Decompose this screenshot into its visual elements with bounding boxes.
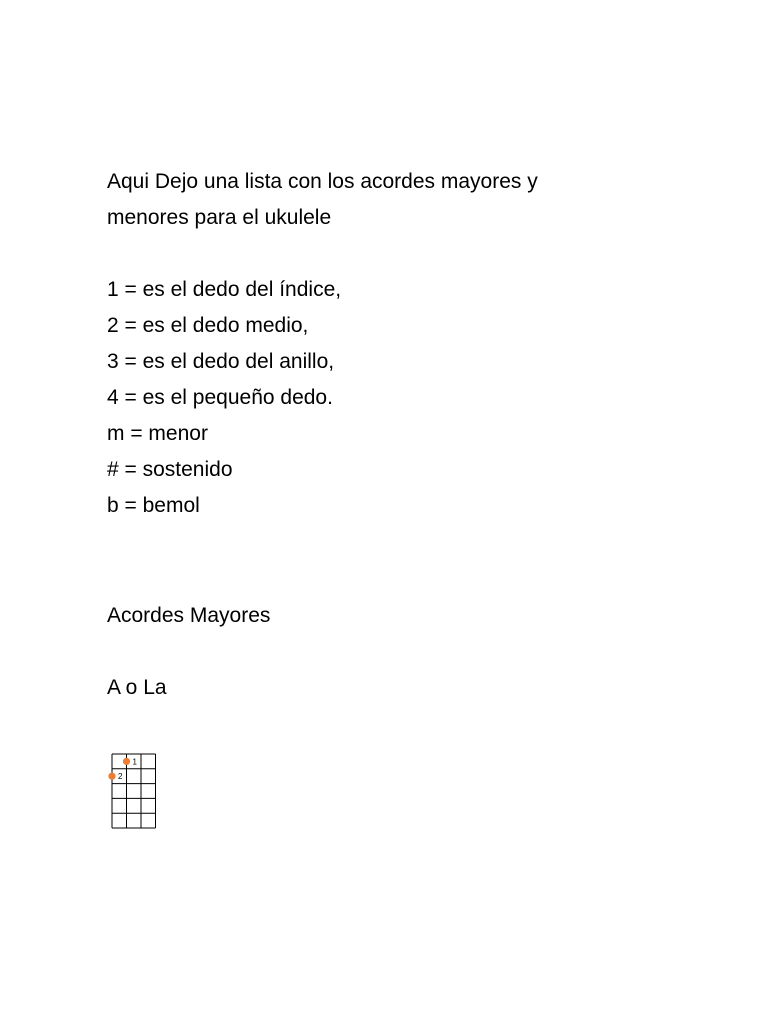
intro-paragraph bbox=[107, 164, 538, 236]
intro-line: menores para el ukulele bbox=[107, 206, 332, 229]
chord-name-text: A o La bbox=[107, 676, 167, 699]
legend-line: 1 = es el dedo del índice, bbox=[107, 278, 342, 301]
finger-number-label: 2 bbox=[118, 772, 123, 782]
chord-diagram-a bbox=[106, 752, 160, 832]
intro-line: Aqui Dejo una lista con los acordes mayores y bbox=[107, 170, 538, 193]
legend-line: # = sostenido bbox=[107, 458, 233, 481]
finger-dot bbox=[108, 773, 115, 780]
legend-line: 4 = es el pequeño dedo. bbox=[107, 386, 333, 409]
section-heading-text: Acordes Mayores bbox=[107, 604, 271, 627]
finger-legend bbox=[107, 272, 341, 524]
legend-line: 3 = es el dedo del anillo, bbox=[107, 350, 335, 373]
legend-line: m = menor bbox=[107, 422, 208, 445]
chord-grid bbox=[106, 752, 160, 832]
legend-line: 2 = es el dedo medio, bbox=[107, 314, 309, 337]
finger-number-label: 1 bbox=[132, 757, 137, 767]
legend-line: b = bemol bbox=[107, 494, 200, 517]
section-heading bbox=[107, 598, 270, 634]
finger-dot bbox=[123, 758, 130, 765]
chord-name bbox=[107, 670, 167, 706]
